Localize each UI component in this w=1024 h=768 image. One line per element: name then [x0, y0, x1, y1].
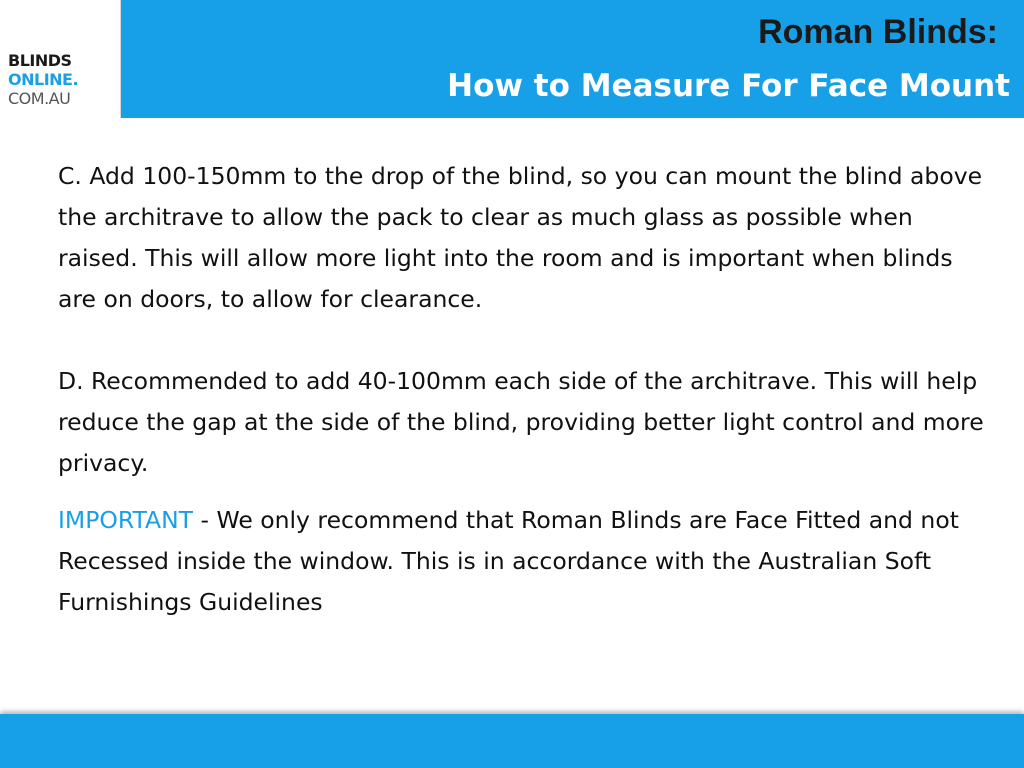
logo-line-blinds: BLINDS [8, 51, 72, 70]
important-text: - We only recommend that Roman Blinds are Face Fitted and not Recessed inside the window. This is in accordance with the Australian Soft Furnishings Guidelines [58, 506, 959, 616]
page-title: Roman Blinds: [758, 13, 998, 51]
important-label: IMPORTANT [58, 506, 194, 534]
important-note [58, 500, 988, 623]
logo-line-online: ONLINE. [8, 70, 79, 89]
paragraph-d: D. Recommended to add 40-100mm each side of the architrave. This will help reduce the gap at the side of the blind, providing better light control and more privacy. [58, 367, 984, 477]
paragraph-spacer [58, 320, 988, 361]
page-subtitle: How to Measure For Face Mount [447, 68, 1010, 104]
paragraph-c: C. Add 100-150mm to the drop of the blind, so you can mount the blind above the architrave to allow the pack to clear as much glass as possible when raised. This will allow more light into the room and is important when blinds are on doors, to allow for clearance. [58, 162, 983, 313]
logo [0, 0, 121, 118]
logo-line-comau: COM.AU [8, 89, 71, 108]
header-band [121, 0, 1024, 118]
footer-band [0, 714, 1024, 768]
content-body [58, 156, 988, 623]
